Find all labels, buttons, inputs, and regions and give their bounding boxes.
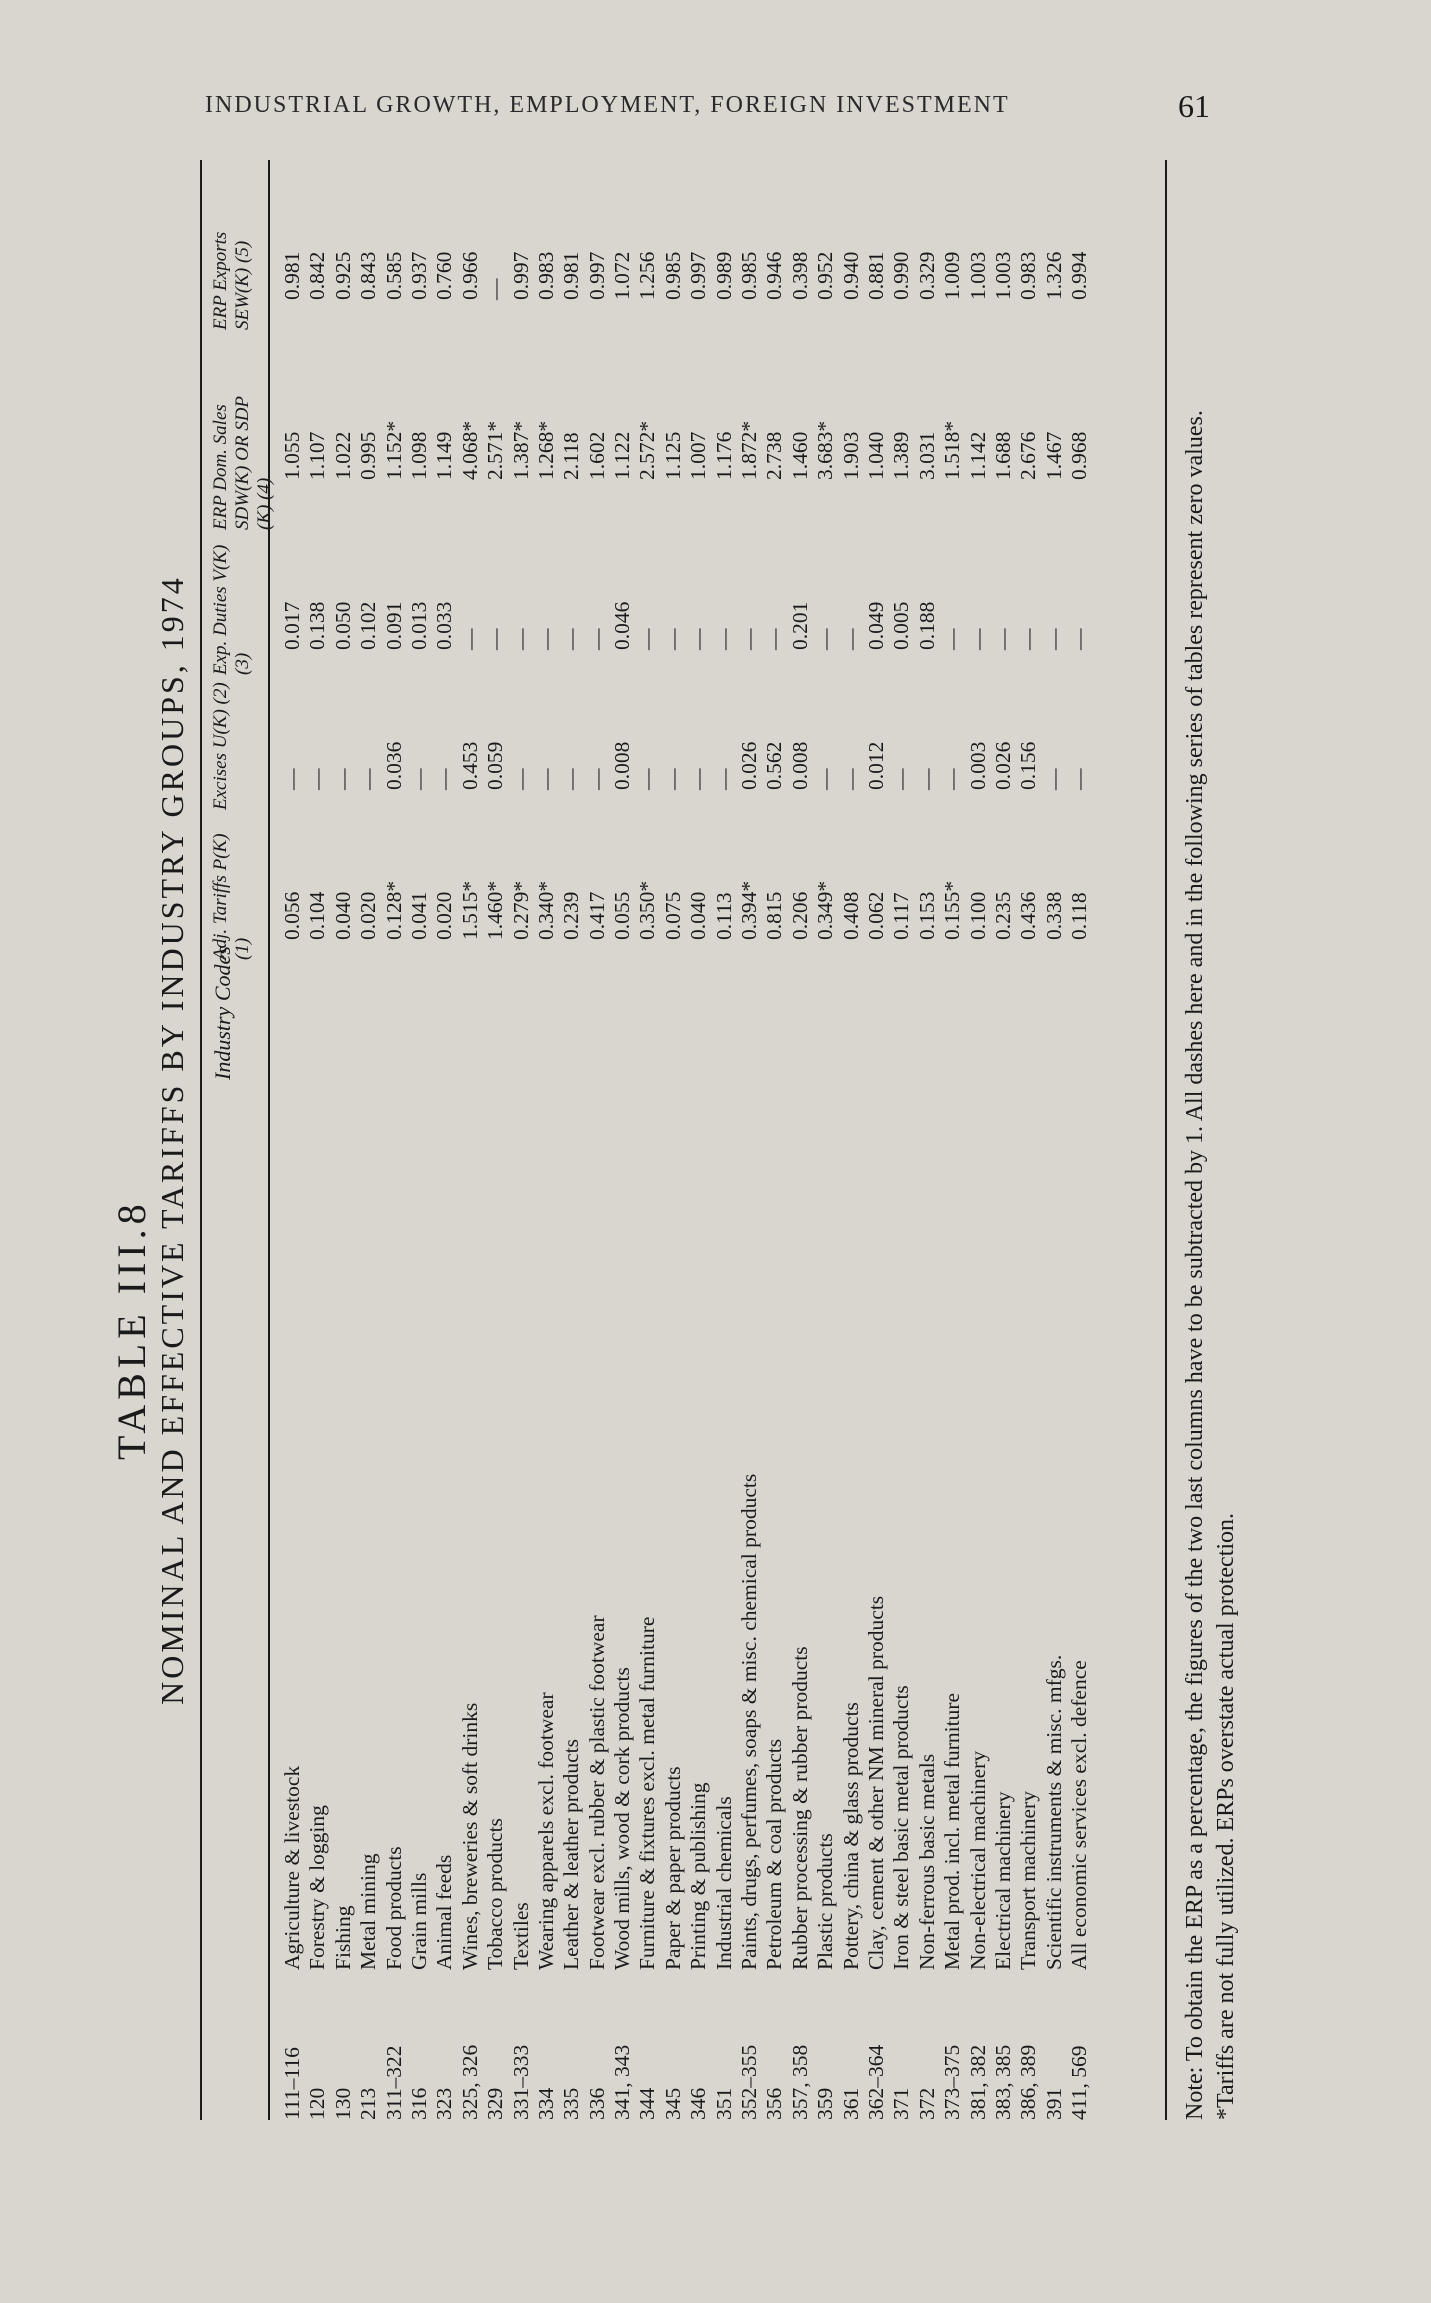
row-excise: — [280, 768, 304, 790]
row-name: Textiles [508, 1902, 533, 1970]
bottom-rule [1165, 160, 1167, 2120]
row-adj-tariff: 0.020 [356, 891, 381, 940]
row-erp-exports: 1.003 [965, 251, 990, 300]
row-name: Forestry & logging [305, 1805, 330, 1970]
row-adj-tariff: 0.338 [1041, 891, 1066, 940]
col-head-export-duties: Exp. Duties V(K) (3) [210, 544, 253, 675]
row-erp-exports: 0.990 [889, 251, 914, 300]
row-adj-tariff: 0.340* [533, 880, 558, 940]
row-erp-exports: 0.940 [838, 251, 863, 300]
row-adj-tariff: 0.279* [508, 880, 533, 940]
row-excise: 0.562 [762, 741, 787, 790]
row-name: Transport machinery [1016, 1791, 1041, 1970]
row-erp-exports: 0.994 [1067, 251, 1092, 300]
row-erp-exports: 1.009 [940, 251, 965, 300]
row-erp-exports: 0.997 [686, 251, 711, 300]
row-export-duty: — [483, 628, 508, 650]
row-code: 130 [330, 2087, 355, 2120]
table-row [1042, 160, 1067, 2120]
table-row [940, 160, 965, 2120]
row-name: Grain mills [406, 1872, 431, 1970]
row-name: Printing & publishing [686, 1782, 711, 1970]
row-export-duty: — [940, 628, 965, 650]
row-code: 371 [889, 2087, 914, 2120]
row-export-duty: 0.005 [889, 601, 914, 650]
row-code: 325, 326 [457, 2044, 482, 2120]
row-code: 386, 389 [1016, 2044, 1041, 2120]
table-row [991, 160, 1016, 2120]
row-erp-domestic: 1.872* [737, 420, 762, 480]
row-erp-domestic: 2.572* [635, 420, 660, 480]
col-head-erp-exports: ERP Exports SEW(K) (5) [210, 231, 253, 330]
row-export-duty: — [990, 628, 1015, 650]
row-adj-tariff: 0.417 [584, 891, 609, 940]
table-row [737, 160, 762, 2120]
row-erp-domestic: 1.389 [889, 431, 914, 480]
row-erp-exports: 0.966 [457, 251, 482, 300]
row-code: 336 [584, 2087, 609, 2120]
row-erp-exports: 1.256 [635, 251, 660, 300]
row-adj-tariff: 1.515* [457, 880, 482, 940]
row-code: 381, 382 [965, 2044, 990, 2120]
row-adj-tariff: 0.117 [889, 892, 914, 940]
row-erp-domestic: 4.068* [457, 420, 482, 480]
row-adj-tariff: 0.056 [280, 891, 304, 940]
row-adj-tariff: 0.062 [863, 891, 888, 940]
table-row [610, 160, 635, 2120]
row-erp-exports: 0.881 [863, 251, 888, 300]
row-excise: — [305, 768, 330, 790]
row-excise: — [914, 768, 939, 790]
row-erp-exports: 0.925 [330, 251, 355, 300]
row-code: 361 [838, 2087, 863, 2120]
row-export-duty: — [711, 628, 736, 650]
row-adj-tariff: 0.055 [610, 891, 635, 940]
row-excise: 0.036 [381, 741, 406, 790]
row-erp-exports: 0.997 [508, 251, 533, 300]
row-code: 111–116 [280, 2047, 304, 2120]
table-title: NOMINAL AND EFFECTIVE TARIFFS BY INDUSTRY GROUPS, 1974 [154, 575, 190, 1705]
row-erp-domestic: 0.968 [1067, 431, 1092, 480]
row-erp-domestic: 1.107 [305, 431, 330, 480]
row-name: Leather & leather products [559, 1738, 584, 1970]
row-erp-exports: 0.952 [813, 251, 838, 300]
row-name: Furniture & fixtures excl. metal furniture [635, 1616, 660, 1970]
row-adj-tariff: 1.460* [483, 880, 508, 940]
row-adj-tariff: 0.040 [330, 891, 355, 940]
row-erp-domestic: 1.387* [508, 420, 533, 480]
row-adj-tariff: 0.436 [1016, 891, 1041, 940]
row-name: Petroleum & coal products [762, 1738, 787, 1970]
row-erp-exports: 0.842 [305, 251, 330, 300]
row-export-duty: — [1041, 628, 1066, 650]
row-erp-exports: 0.985 [660, 251, 685, 300]
table-row [762, 160, 787, 2120]
row-erp-domestic: 1.176 [711, 431, 736, 480]
table-row [889, 160, 914, 2120]
row-erp-domestic: 1.142 [965, 431, 990, 480]
table-row [483, 160, 508, 2120]
row-code: 359 [813, 2087, 838, 2120]
row-erp-exports: 0.937 [406, 251, 431, 300]
row-erp-domestic: 2.571* [483, 420, 508, 480]
row-erp-domestic: 1.098 [406, 431, 431, 480]
row-adj-tariff: 0.155* [940, 880, 965, 940]
table-number: TABLE III.8 [109, 1199, 154, 1460]
row-excise: — [533, 768, 558, 790]
row-name: Wearing apparels excl. footwear [533, 1692, 558, 1970]
row-erp-exports: 0.983 [533, 251, 558, 300]
row-code: 372 [914, 2087, 939, 2120]
row-name: Electrical machinery [990, 1791, 1015, 1970]
table-row [305, 160, 330, 2120]
row-export-duty: 0.188 [914, 601, 939, 650]
row-excise: — [406, 768, 431, 790]
row-name: Industrial chemicals [711, 1796, 736, 1970]
row-erp-domestic: 1.022 [330, 431, 355, 480]
table-row [559, 160, 584, 2120]
row-code: 329 [483, 2087, 508, 2120]
row-code: 356 [762, 2087, 787, 2120]
row-erp-domestic: 3.683* [813, 420, 838, 480]
row-erp-domestic: 2.676 [1016, 431, 1041, 480]
page-number: 61 [1178, 88, 1210, 124]
row-code: 213 [356, 2087, 381, 2120]
footnote-text: *Tariffs are not fully utilized. ERPs overstate actual protection. [1213, 1512, 1239, 2120]
table-row [813, 160, 838, 2120]
row-excise: — [1067, 768, 1092, 790]
row-adj-tariff: 0.020 [432, 891, 457, 940]
row-code: 351 [711, 2087, 736, 2120]
table-row [1067, 160, 1092, 2120]
running-head: INDUSTRIAL GROWTH, EMPLOYMENT, FOREIGN INVESTMENT [205, 92, 1010, 118]
row-export-duty: 0.050 [330, 601, 355, 650]
row-erp-domestic: 1.460 [787, 431, 812, 480]
row-export-duty: — [737, 628, 762, 650]
row-name: Paints, drugs, perfumes, soaps & misc. chemical products [737, 1473, 762, 1970]
row-adj-tariff: 0.128* [381, 880, 406, 940]
row-adj-tariff: 0.350* [635, 880, 660, 940]
row-code: 120 [305, 2087, 330, 2120]
table-row [356, 160, 381, 2120]
table-row [382, 160, 407, 2120]
table-row [509, 160, 534, 2120]
table-body [280, 160, 1093, 2120]
row-code: 345 [660, 2087, 685, 2120]
row-code: 316 [406, 2087, 431, 2120]
row-export-duty: — [533, 628, 558, 650]
row-erp-domestic: 2.118 [559, 432, 584, 480]
row-erp-domestic: 1.903 [838, 431, 863, 480]
row-code: 323 [432, 2087, 457, 2120]
row-erp-domestic: 0.995 [356, 431, 381, 480]
row-excise: 0.008 [787, 741, 812, 790]
row-excise: 0.059 [483, 741, 508, 790]
row-export-duty: — [660, 628, 685, 650]
row-excise: 0.008 [610, 741, 635, 790]
row-erp-exports: 0.398 [787, 251, 812, 300]
row-adj-tariff: 0.104 [305, 891, 330, 940]
table-row [661, 160, 686, 2120]
col-head-adj-tariffs: Adj. Tariffs P(K) (1) [210, 833, 253, 960]
row-export-duty: 0.201 [787, 601, 812, 650]
row-erp-exports: 0.946 [762, 251, 787, 300]
table-row [712, 160, 737, 2120]
row-name: Non-electrical machinery [965, 1750, 990, 1970]
table-row [686, 160, 711, 2120]
row-adj-tariff: 0.349* [813, 880, 838, 940]
row-code: 357, 358 [787, 2044, 812, 2120]
table-row [966, 160, 991, 2120]
row-excise: — [660, 768, 685, 790]
row-adj-tariff: 0.394* [737, 880, 762, 940]
row-adj-tariff: 0.239 [559, 891, 584, 940]
row-excise: 0.012 [863, 741, 888, 790]
row-adj-tariff: 0.041 [406, 891, 431, 940]
row-code: 373–375 [940, 2044, 965, 2120]
row-name: Animal feeds [432, 1854, 457, 1970]
row-erp-exports: 0.981 [280, 251, 304, 300]
row-adj-tariff: 0.100 [965, 891, 990, 940]
row-erp-exports: 0.997 [584, 251, 609, 300]
row-excise: — [889, 768, 914, 790]
row-erp-exports: — [483, 278, 508, 300]
row-code: 344 [635, 2087, 660, 2120]
row-excise: 0.026 [990, 741, 1015, 790]
table-row [788, 160, 813, 2120]
row-erp-domestic: 1.467 [1041, 431, 1066, 480]
row-adj-tariff: 0.118 [1067, 892, 1092, 940]
row-name: Paper & paper products [660, 1766, 685, 1970]
rotated-table [100, 160, 1340, 2120]
row-excise: — [584, 768, 609, 790]
table-row [432, 160, 457, 2120]
row-adj-tariff: 0.040 [686, 891, 711, 940]
row-erp-domestic: 1.602 [584, 431, 609, 480]
row-code: 335 [559, 2087, 584, 2120]
row-name: Iron & steel basic metal products [889, 1685, 914, 1970]
row-adj-tariff: 0.075 [660, 891, 685, 940]
row-export-duty: — [813, 628, 838, 650]
row-export-duty: 0.046 [610, 601, 635, 650]
row-erp-domestic: 1.518* [940, 420, 965, 480]
row-erp-exports: 0.989 [711, 251, 736, 300]
row-export-duty: 0.138 [305, 601, 330, 650]
row-code: 331–333 [508, 2044, 533, 2120]
row-adj-tariff: 0.815 [762, 891, 787, 940]
row-name: Scientific instruments & misc. mfgs. [1041, 1654, 1066, 1970]
row-code: 411, 569 [1067, 2045, 1092, 2120]
table-row [839, 160, 864, 2120]
row-erp-exports: 1.072 [610, 251, 635, 300]
table-row [864, 160, 889, 2120]
row-name: All economic services excl. defence [1067, 1660, 1092, 1970]
table-notes [1180, 160, 1242, 2120]
row-erp-domestic: 1.040 [863, 431, 888, 480]
row-export-duty: 0.017 [280, 601, 304, 650]
row-adj-tariff: 0.113 [711, 892, 736, 940]
row-excise: — [432, 768, 457, 790]
row-erp-domestic: 3.031 [914, 431, 939, 480]
row-erp-exports: 0.985 [737, 251, 762, 300]
row-export-duty: — [686, 628, 711, 650]
row-erp-exports: 1.003 [990, 251, 1015, 300]
row-excise: — [711, 768, 736, 790]
row-export-duty: 0.049 [863, 601, 888, 650]
row-erp-domestic: 1.152* [381, 420, 406, 480]
row-erp-domestic: 2.738 [762, 431, 787, 480]
row-name: Wines, breweries & soft drinks [457, 1702, 482, 1970]
row-name: Food products [381, 1846, 406, 1970]
table-row [635, 160, 660, 2120]
row-export-duty: 0.102 [356, 601, 381, 650]
row-adj-tariff: 0.408 [838, 891, 863, 940]
table-row [280, 160, 305, 2120]
top-rule [200, 160, 202, 2120]
row-code: 352–355 [737, 2044, 762, 2120]
row-adj-tariff: 0.206 [787, 891, 812, 940]
row-name: Metal mining [356, 1853, 381, 1970]
col-head-erp-domestic: ERP Dom. Sales SDW(K) OR SDP (K) (4) [210, 396, 275, 530]
row-excise: — [508, 768, 533, 790]
table-row [585, 160, 610, 2120]
row-code: 346 [686, 2087, 711, 2120]
row-export-duty: 0.013 [406, 601, 431, 650]
row-erp-domestic: 1.007 [686, 431, 711, 480]
row-export-duty: — [1067, 628, 1092, 650]
row-name: Pottery, china & glass products [838, 1702, 863, 1970]
row-excise: — [1041, 768, 1066, 790]
row-name: Clay, cement & other NM mineral products [863, 1595, 888, 1970]
row-export-duty: — [508, 628, 533, 650]
row-excise: — [686, 768, 711, 790]
page-header [0, 88, 1431, 128]
row-excise: — [330, 768, 355, 790]
table-row [534, 160, 559, 2120]
row-code: 334 [533, 2087, 558, 2120]
row-excise: 0.003 [965, 741, 990, 790]
row-erp-domestic: 1.688 [990, 431, 1015, 480]
row-code: 391 [1041, 2087, 1066, 2120]
row-erp-exports: 0.983 [1016, 251, 1041, 300]
row-erp-exports: 0.585 [381, 251, 406, 300]
row-name: Metal prod. incl. metal furniture [940, 1692, 965, 1970]
row-name: Rubber processing & rubber products [787, 1646, 812, 1970]
row-export-duty: — [965, 628, 990, 650]
table-row [915, 160, 940, 2120]
row-excise: 0.453 [457, 741, 482, 790]
row-excise: 0.026 [737, 741, 762, 790]
row-erp-domestic: 1.149 [432, 431, 457, 480]
row-export-duty: — [762, 628, 787, 650]
row-erp-domestic: 1.268* [533, 420, 558, 480]
table-row [458, 160, 483, 2120]
row-excise: — [559, 768, 584, 790]
row-name: Agriculture & livestock [280, 1765, 304, 1970]
row-excise: — [635, 768, 660, 790]
row-name: Plastic products [813, 1833, 838, 1970]
row-export-duty: — [559, 628, 584, 650]
row-erp-domestic: 1.125 [660, 431, 685, 480]
row-name: Tobacco products [483, 1818, 508, 1970]
table-row [407, 160, 432, 2120]
row-excise: — [838, 768, 863, 790]
row-excise: — [813, 768, 838, 790]
row-name: Wood mills, wood & cork products [610, 1667, 635, 1970]
row-export-duty: — [457, 628, 482, 650]
row-name: Fishing [330, 1905, 355, 1970]
row-code: 383, 385 [990, 2044, 1015, 2120]
row-excise: — [356, 768, 381, 790]
row-name: Footwear excl. rubber & plastic footwear [584, 1615, 609, 1970]
row-erp-domestic: 1.122 [610, 431, 635, 480]
row-erp-exports: 0.760 [432, 251, 457, 300]
note-text: Note: To obtain the ERP as a percentage, the figures of the two last columns have to be subtracted by 1. All dashes here and in the following series of tables represent zero values. [1182, 410, 1208, 2120]
row-export-duty: 0.091 [381, 601, 406, 650]
row-export-duty: — [838, 628, 863, 650]
row-adj-tariff: 0.235 [990, 891, 1015, 940]
row-erp-exports: 0.329 [914, 251, 939, 300]
row-code: 362–364 [863, 2044, 888, 2120]
row-export-duty: 0.033 [432, 601, 457, 650]
row-excise: — [940, 768, 965, 790]
row-excise: 0.156 [1016, 741, 1041, 790]
row-erp-exports: 1.326 [1041, 251, 1066, 300]
row-name: Non-ferrous basic metals [914, 1753, 939, 1970]
row-erp-domestic: 1.055 [280, 431, 304, 480]
row-erp-exports: 0.843 [356, 251, 381, 300]
table-row [331, 160, 356, 2120]
col-head-excises: Excises U(K) (2) [210, 682, 231, 810]
row-code: 341, 343 [610, 2044, 635, 2120]
row-export-duty: — [635, 628, 660, 650]
row-erp-exports: 0.981 [559, 251, 584, 300]
col-head-codes: Industry Codes [210, 946, 235, 1080]
row-code: 311–322 [381, 2045, 406, 2120]
row-export-duty: — [584, 628, 609, 650]
row-export-duty: — [1016, 628, 1041, 650]
table-row [1016, 160, 1041, 2120]
row-adj-tariff: 0.153 [914, 891, 939, 940]
